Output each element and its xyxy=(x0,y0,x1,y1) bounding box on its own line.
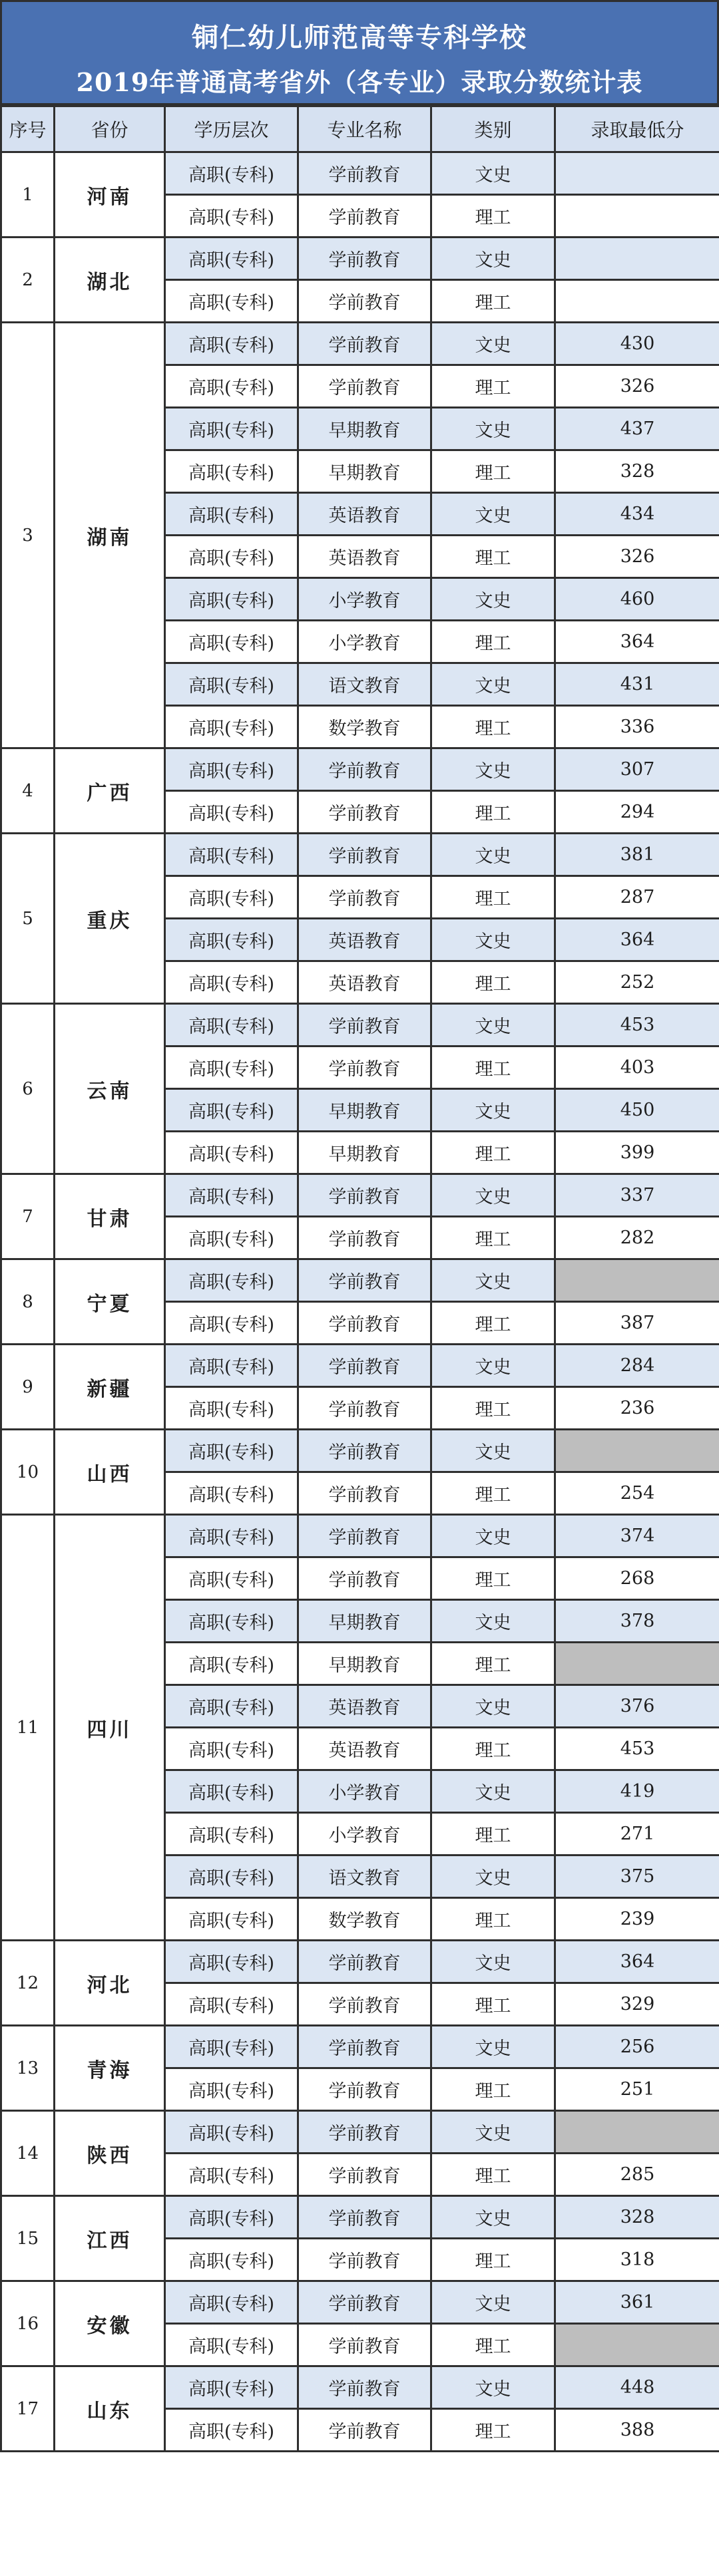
level-cell: 高职(专科) xyxy=(165,238,298,280)
category-cell: 文史 xyxy=(431,1770,555,1813)
score-cell xyxy=(555,2324,719,2366)
category-cell: 文史 xyxy=(431,238,555,280)
table-row xyxy=(1,834,719,876)
level-cell: 高职(专科) xyxy=(165,1813,298,1855)
level-cell: 高职(专科) xyxy=(165,1046,298,1089)
category-cell: 文史 xyxy=(431,323,555,365)
category-cell: 文史 xyxy=(431,2366,555,2409)
table-row xyxy=(1,1941,719,1983)
major-cell: 小学教育 xyxy=(298,578,431,621)
table-header-row xyxy=(1,106,719,152)
major-cell: 小学教育 xyxy=(298,1813,431,1855)
table-row xyxy=(1,1430,719,1472)
category-cell: 文史 xyxy=(431,919,555,961)
province-cell: 陕西 xyxy=(55,2111,165,2196)
score-cell: 236 xyxy=(555,1387,719,1430)
level-cell: 高职(专科) xyxy=(165,1132,298,1174)
level-cell: 高职(专科) xyxy=(165,2366,298,2409)
category-cell: 文史 xyxy=(431,1089,555,1132)
score-cell: 453 xyxy=(555,1728,719,1770)
category-cell: 理工 xyxy=(431,876,555,919)
major-cell: 学前教育 xyxy=(298,195,431,238)
major-cell: 学前教育 xyxy=(298,1345,431,1387)
major-cell: 早期教育 xyxy=(298,1132,431,1174)
category-cell: 文史 xyxy=(431,663,555,706)
score-cell: 318 xyxy=(555,2239,719,2281)
level-cell: 高职(专科) xyxy=(165,450,298,493)
level-cell: 高职(专科) xyxy=(165,2026,298,2068)
table-row xyxy=(1,748,719,791)
level-cell: 高职(专科) xyxy=(165,1430,298,1472)
major-cell: 学前教育 xyxy=(298,2111,431,2154)
category-cell: 理工 xyxy=(431,1046,555,1089)
major-cell: 数学教育 xyxy=(298,1898,431,1941)
level-cell: 高职(专科) xyxy=(165,578,298,621)
table-row xyxy=(1,2111,719,2154)
level-cell: 高职(专科) xyxy=(165,1472,298,1515)
major-cell: 早期教育 xyxy=(298,408,431,450)
major-cell: 早期教育 xyxy=(298,450,431,493)
category-cell: 理工 xyxy=(431,706,555,748)
province-cell: 湖南 xyxy=(55,323,165,748)
level-cell: 高职(专科) xyxy=(165,152,298,195)
table-title-banner xyxy=(0,0,719,105)
major-cell: 学前教育 xyxy=(298,238,431,280)
score-cell: 256 xyxy=(555,2026,719,2068)
level-cell: 高职(专科) xyxy=(165,1174,298,1217)
score-cell: 388 xyxy=(555,2409,719,2452)
category-cell: 理工 xyxy=(431,195,555,238)
category-cell: 文史 xyxy=(431,2111,555,2154)
table-row xyxy=(1,1174,719,1217)
major-cell: 学前教育 xyxy=(298,1430,431,1472)
seq-cell: 3 xyxy=(1,323,55,748)
score-cell: 378 xyxy=(555,1600,719,1643)
province-cell: 河北 xyxy=(55,1941,165,2026)
seq-cell: 12 xyxy=(1,1941,55,2026)
score-cell: 268 xyxy=(555,1557,719,1600)
score-cell: 375 xyxy=(555,1855,719,1898)
score-cell: 437 xyxy=(555,408,719,450)
category-cell: 理工 xyxy=(431,1472,555,1515)
score-cell: 381 xyxy=(555,834,719,876)
score-cell xyxy=(555,1259,719,1302)
level-cell: 高职(专科) xyxy=(165,621,298,663)
major-cell: 学前教育 xyxy=(298,323,431,365)
level-cell: 高职(专科) xyxy=(165,1089,298,1132)
category-cell: 理工 xyxy=(431,1387,555,1430)
major-cell: 早期教育 xyxy=(298,1089,431,1132)
category-cell: 理工 xyxy=(431,1728,555,1770)
score-cell: 285 xyxy=(555,2154,719,2196)
seq-cell: 4 xyxy=(1,748,55,834)
category-cell: 理工 xyxy=(431,536,555,578)
category-cell: 理工 xyxy=(431,1813,555,1855)
category-cell: 理工 xyxy=(431,2068,555,2111)
score-cell: 399 xyxy=(555,1132,719,1174)
major-cell: 学前教育 xyxy=(298,2154,431,2196)
level-cell: 高职(专科) xyxy=(165,1217,298,1259)
table-subtitle: 2019年普通高考省外（各专业）录取分数统计表 xyxy=(76,67,643,97)
category-cell: 理工 xyxy=(431,621,555,663)
category-cell: 文史 xyxy=(431,1855,555,1898)
category-cell: 文史 xyxy=(431,1941,555,1983)
score-cell xyxy=(555,1643,719,1685)
table-row xyxy=(1,238,719,280)
table-row xyxy=(1,2026,719,2068)
province-cell: 湖北 xyxy=(55,238,165,323)
category-cell: 文史 xyxy=(431,1515,555,1557)
province-cell: 四川 xyxy=(55,1515,165,1941)
score-cell xyxy=(555,238,719,280)
score-cell xyxy=(555,152,719,195)
seq-cell: 11 xyxy=(1,1515,55,1941)
level-cell: 高职(专科) xyxy=(165,2324,298,2366)
province-cell: 甘肃 xyxy=(55,1174,165,1259)
major-cell: 学前教育 xyxy=(298,1217,431,1259)
level-cell: 高职(专科) xyxy=(165,876,298,919)
score-cell: 431 xyxy=(555,663,719,706)
province-cell: 重庆 xyxy=(55,834,165,1004)
category-cell: 文史 xyxy=(431,493,555,536)
major-cell: 学前教育 xyxy=(298,2324,431,2366)
category-cell: 文史 xyxy=(431,1345,555,1387)
score-cell xyxy=(555,195,719,238)
score-cell: 326 xyxy=(555,536,719,578)
table-row xyxy=(1,152,719,195)
major-cell: 英语教育 xyxy=(298,536,431,578)
score-cell: 239 xyxy=(555,1898,719,1941)
major-cell: 学前教育 xyxy=(298,1004,431,1046)
level-cell: 高职(专科) xyxy=(165,1728,298,1770)
category-cell: 文史 xyxy=(431,408,555,450)
level-cell: 高职(专科) xyxy=(165,1515,298,1557)
score-cell: 252 xyxy=(555,961,719,1004)
score-cell: 271 xyxy=(555,1813,719,1855)
score-cell: 430 xyxy=(555,323,719,365)
column-header-seq: 序号 xyxy=(1,106,55,152)
score-cell: 364 xyxy=(555,621,719,663)
province-cell: 安徽 xyxy=(55,2281,165,2366)
province-cell: 新疆 xyxy=(55,1345,165,1430)
level-cell: 高职(专科) xyxy=(165,2239,298,2281)
category-cell: 理工 xyxy=(431,2239,555,2281)
column-header-major: 专业名称 xyxy=(298,106,431,152)
major-cell: 学前教育 xyxy=(298,1557,431,1600)
major-cell: 英语教育 xyxy=(298,919,431,961)
level-cell: 高职(专科) xyxy=(165,1302,298,1345)
major-cell: 语文教育 xyxy=(298,663,431,706)
category-cell: 理工 xyxy=(431,1983,555,2026)
admission-score-table xyxy=(0,105,719,2452)
major-cell: 学前教育 xyxy=(298,2409,431,2452)
table-row xyxy=(1,2281,719,2324)
column-header-level: 学历层次 xyxy=(165,106,298,152)
category-cell: 理工 xyxy=(431,2324,555,2366)
level-cell: 高职(专科) xyxy=(165,1600,298,1643)
major-cell: 学前教育 xyxy=(298,280,431,323)
score-cell xyxy=(555,280,719,323)
major-cell: 早期教育 xyxy=(298,1643,431,1685)
level-cell: 高职(专科) xyxy=(165,2281,298,2324)
category-cell: 文史 xyxy=(431,1430,555,1472)
category-cell: 理工 xyxy=(431,365,555,408)
level-cell: 高职(专科) xyxy=(165,2409,298,2452)
province-cell: 青海 xyxy=(55,2026,165,2111)
seq-cell: 2 xyxy=(1,238,55,323)
category-cell: 理工 xyxy=(431,2154,555,2196)
score-cell: 448 xyxy=(555,2366,719,2409)
category-cell: 文史 xyxy=(431,1004,555,1046)
major-cell: 早期教育 xyxy=(298,1600,431,1643)
category-cell: 文史 xyxy=(431,1600,555,1643)
level-cell: 高职(专科) xyxy=(165,1004,298,1046)
seq-cell: 10 xyxy=(1,1430,55,1515)
category-cell: 理工 xyxy=(431,2409,555,2452)
province-cell: 江西 xyxy=(55,2196,165,2281)
table-row xyxy=(1,1004,719,1046)
column-header-province: 省份 xyxy=(55,106,165,152)
major-cell: 学前教育 xyxy=(298,2239,431,2281)
score-cell: 387 xyxy=(555,1302,719,1345)
level-cell: 高职(专科) xyxy=(165,1983,298,2026)
score-cell: 329 xyxy=(555,1983,719,2026)
score-cell: 282 xyxy=(555,1217,719,1259)
category-cell: 文史 xyxy=(431,2196,555,2239)
major-cell: 学前教育 xyxy=(298,1983,431,2026)
category-cell: 文史 xyxy=(431,2281,555,2324)
level-cell: 高职(专科) xyxy=(165,280,298,323)
score-cell: 294 xyxy=(555,791,719,834)
category-cell: 理工 xyxy=(431,1898,555,1941)
category-cell: 理工 xyxy=(431,1217,555,1259)
level-cell: 高职(专科) xyxy=(165,663,298,706)
category-cell: 文史 xyxy=(431,578,555,621)
level-cell: 高职(专科) xyxy=(165,834,298,876)
major-cell: 学前教育 xyxy=(298,1515,431,1557)
major-cell: 学前教育 xyxy=(298,1046,431,1089)
level-cell: 高职(专科) xyxy=(165,1259,298,1302)
level-cell: 高职(专科) xyxy=(165,365,298,408)
column-header-category: 类别 xyxy=(431,106,555,152)
score-cell: 419 xyxy=(555,1770,719,1813)
major-cell: 学前教育 xyxy=(298,1472,431,1515)
category-cell: 理工 xyxy=(431,1557,555,1600)
score-cell: 364 xyxy=(555,919,719,961)
table-row xyxy=(1,1259,719,1302)
seq-cell: 7 xyxy=(1,1174,55,1259)
seq-cell: 8 xyxy=(1,1259,55,1345)
score-cell: 254 xyxy=(555,1472,719,1515)
score-cell: 460 xyxy=(555,578,719,621)
seq-cell: 17 xyxy=(1,2366,55,2452)
seq-cell: 5 xyxy=(1,834,55,1004)
level-cell: 高职(专科) xyxy=(165,1855,298,1898)
level-cell: 高职(专科) xyxy=(165,1685,298,1728)
score-cell xyxy=(555,2111,719,2154)
major-cell: 学前教育 xyxy=(298,365,431,408)
major-cell: 小学教育 xyxy=(298,621,431,663)
major-cell: 学前教育 xyxy=(298,791,431,834)
category-cell: 理工 xyxy=(431,1302,555,1345)
province-cell: 宁夏 xyxy=(55,1259,165,1345)
score-cell: 287 xyxy=(555,876,719,919)
category-cell: 理工 xyxy=(431,280,555,323)
column-header-min-score: 录取最低分 xyxy=(555,106,719,152)
level-cell: 高职(专科) xyxy=(165,1345,298,1387)
major-cell: 学前教育 xyxy=(298,1259,431,1302)
level-cell: 高职(专科) xyxy=(165,748,298,791)
level-cell: 高职(专科) xyxy=(165,195,298,238)
seq-cell: 13 xyxy=(1,2026,55,2111)
level-cell: 高职(专科) xyxy=(165,791,298,834)
major-cell: 学前教育 xyxy=(298,2068,431,2111)
province-cell: 广西 xyxy=(55,748,165,834)
score-cell xyxy=(555,1430,719,1472)
province-cell: 河南 xyxy=(55,152,165,238)
category-cell: 文史 xyxy=(431,152,555,195)
province-cell: 山东 xyxy=(55,2366,165,2452)
major-cell: 学前教育 xyxy=(298,748,431,791)
seq-cell: 14 xyxy=(1,2111,55,2196)
score-cell: 326 xyxy=(555,365,719,408)
level-cell: 高职(专科) xyxy=(165,961,298,1004)
category-cell: 文史 xyxy=(431,748,555,791)
score-cell: 328 xyxy=(555,450,719,493)
province-cell: 山西 xyxy=(55,1430,165,1515)
score-cell: 364 xyxy=(555,1941,719,1983)
level-cell: 高职(专科) xyxy=(165,2196,298,2239)
major-cell: 学前教育 xyxy=(298,1387,431,1430)
level-cell: 高职(专科) xyxy=(165,1770,298,1813)
level-cell: 高职(专科) xyxy=(165,323,298,365)
major-cell: 学前教育 xyxy=(298,1174,431,1217)
table-row xyxy=(1,1515,719,1557)
level-cell: 高职(专科) xyxy=(165,1898,298,1941)
major-cell: 学前教育 xyxy=(298,1941,431,1983)
major-cell: 语文教育 xyxy=(298,1855,431,1898)
level-cell: 高职(专科) xyxy=(165,706,298,748)
major-cell: 学前教育 xyxy=(298,1302,431,1345)
major-cell: 英语教育 xyxy=(298,1728,431,1770)
level-cell: 高职(专科) xyxy=(165,2111,298,2154)
score-cell: 336 xyxy=(555,706,719,748)
level-cell: 高职(专科) xyxy=(165,536,298,578)
seq-cell: 16 xyxy=(1,2281,55,2366)
score-cell: 284 xyxy=(555,1345,719,1387)
category-cell: 文史 xyxy=(431,1259,555,1302)
table-row xyxy=(1,323,719,365)
seq-cell: 6 xyxy=(1,1004,55,1174)
score-cell: 328 xyxy=(555,2196,719,2239)
level-cell: 高职(专科) xyxy=(165,493,298,536)
level-cell: 高职(专科) xyxy=(165,408,298,450)
major-cell: 小学教育 xyxy=(298,1770,431,1813)
major-cell: 学前教育 xyxy=(298,2281,431,2324)
table-row xyxy=(1,1345,719,1387)
score-cell: 361 xyxy=(555,2281,719,2324)
major-cell: 英语教育 xyxy=(298,493,431,536)
level-cell: 高职(专科) xyxy=(165,1387,298,1430)
score-cell: 453 xyxy=(555,1004,719,1046)
province-cell: 云南 xyxy=(55,1004,165,1174)
major-cell: 学前教育 xyxy=(298,876,431,919)
seq-cell: 15 xyxy=(1,2196,55,2281)
major-cell: 学前教育 xyxy=(298,2366,431,2409)
level-cell: 高职(专科) xyxy=(165,2068,298,2111)
major-cell: 学前教育 xyxy=(298,152,431,195)
level-cell: 高职(专科) xyxy=(165,919,298,961)
score-cell: 307 xyxy=(555,748,719,791)
score-cell: 403 xyxy=(555,1046,719,1089)
score-cell: 434 xyxy=(555,493,719,536)
score-cell: 376 xyxy=(555,1685,719,1728)
score-cell: 450 xyxy=(555,1089,719,1132)
major-cell: 学前教育 xyxy=(298,2196,431,2239)
level-cell: 高职(专科) xyxy=(165,1941,298,1983)
major-cell: 学前教育 xyxy=(298,834,431,876)
category-cell: 理工 xyxy=(431,450,555,493)
table-row xyxy=(1,2196,719,2239)
category-cell: 理工 xyxy=(431,791,555,834)
level-cell: 高职(专科) xyxy=(165,1643,298,1685)
major-cell: 英语教育 xyxy=(298,1685,431,1728)
major-cell: 数学教育 xyxy=(298,706,431,748)
category-cell: 理工 xyxy=(431,961,555,1004)
category-cell: 理工 xyxy=(431,1132,555,1174)
category-cell: 文史 xyxy=(431,1685,555,1728)
category-cell: 文史 xyxy=(431,2026,555,2068)
major-cell: 学前教育 xyxy=(298,2026,431,2068)
major-cell: 英语教育 xyxy=(298,961,431,1004)
score-cell: 374 xyxy=(555,1515,719,1557)
level-cell: 高职(专科) xyxy=(165,1557,298,1600)
school-name-title: 铜仁幼儿师范高等专科学校 xyxy=(192,22,527,53)
table-row xyxy=(1,2366,719,2409)
category-cell: 文史 xyxy=(431,834,555,876)
level-cell: 高职(专科) xyxy=(165,2154,298,2196)
score-cell: 337 xyxy=(555,1174,719,1217)
score-cell: 251 xyxy=(555,2068,719,2111)
seq-cell: 9 xyxy=(1,1345,55,1430)
category-cell: 文史 xyxy=(431,1174,555,1217)
category-cell: 理工 xyxy=(431,1643,555,1685)
seq-cell: 1 xyxy=(1,152,55,238)
